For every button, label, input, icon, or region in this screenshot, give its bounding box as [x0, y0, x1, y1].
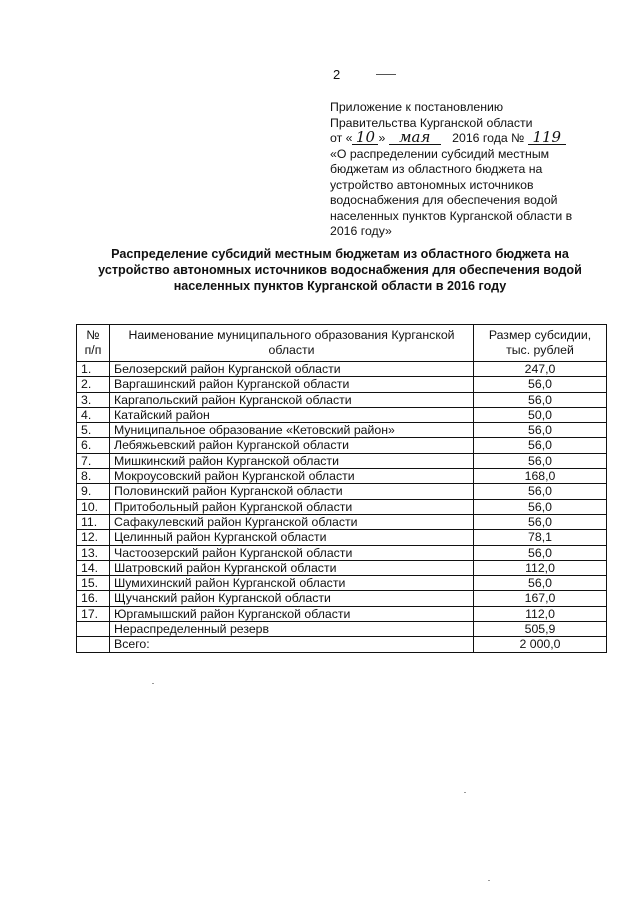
row-name-cell: Лебяжьевский район Курганской области: [110, 438, 474, 453]
row-num-cell: 5.: [77, 423, 110, 438]
row-name-cell: Шумихинский район Курганской области: [110, 576, 474, 591]
row-name-cell: Мокроусовский район Курганской области: [110, 469, 474, 484]
row-name-cell: Всего:: [110, 637, 474, 652]
subject-line-1: «О распределении субсидий местным: [330, 146, 550, 161]
row-amount-cell: 56,0: [474, 576, 607, 591]
row-name-cell: Юргамышский район Курганской области: [110, 606, 474, 621]
row-name-cell: Каргапольский район Курганской области: [110, 392, 474, 407]
row-num-cell: 14.: [77, 560, 110, 575]
scan-speck: [464, 792, 466, 793]
table-row: [77, 591, 607, 606]
table-body: [77, 362, 607, 653]
title-line-1: Распределение субсидий местным бюджетам из областного бюджета на: [111, 247, 569, 261]
date-day: 10: [352, 131, 378, 145]
row-num-cell: 2.: [77, 377, 110, 392]
row-name-cell: Притобольный район Курганской области: [110, 499, 474, 514]
row-amount-cell: 247,0: [474, 362, 607, 377]
row-amount-cell: 168,0: [474, 469, 607, 484]
row-num-cell: 8.: [77, 469, 110, 484]
subject-line-4: водоснабжения для обеспечения водой: [330, 193, 558, 207]
row-name-cell: Сафакулевский район Курганской области: [110, 514, 474, 529]
row-amount-cell: 112,0: [474, 606, 607, 621]
table-row: [77, 530, 607, 545]
table-row: [77, 606, 607, 621]
row-num-cell: 10.: [77, 499, 110, 514]
subject-line-6: 2016 году»: [330, 224, 392, 238]
row-name-cell: Целинный район Курганской области: [110, 530, 474, 545]
table-row: [77, 392, 607, 407]
table-row: [77, 362, 607, 377]
row-amount-cell: 505,9: [474, 622, 607, 637]
table-row: [77, 423, 607, 438]
decree-number: 119: [528, 131, 566, 145]
header-name: Наименование муниципального образования Курганской области: [110, 325, 474, 362]
row-amount-cell: 56,0: [474, 514, 607, 529]
row-name-cell: Муниципальное образование «Кетовский район»: [110, 423, 474, 438]
row-num-cell: [77, 622, 110, 637]
row-amount-cell: 78,1: [474, 530, 607, 545]
row-name-cell: Щучанский район Курганской области: [110, 591, 474, 606]
row-num-cell: 11.: [77, 514, 110, 529]
row-amount-cell: 2 000,0: [474, 637, 607, 652]
table-row: [77, 469, 607, 484]
row-num-cell: 12.: [77, 530, 110, 545]
row-name-cell: Белозерский район Курганской области: [110, 362, 474, 377]
row-num-cell: 3.: [77, 392, 110, 407]
row-amount-cell: 56,0: [474, 499, 607, 514]
subject-line-5: населенных пунктов Курганской области в: [330, 208, 573, 223]
row-amount-cell: 56,0: [474, 423, 607, 438]
date-mid: »: [378, 131, 386, 145]
row-name-cell: Шатровский район Курганской области: [110, 560, 474, 575]
row-num-cell: [77, 637, 110, 652]
row-num-cell: 16.: [77, 591, 110, 606]
scan-speck: [488, 880, 490, 881]
row-name-cell: Катайский район: [110, 407, 474, 422]
row-num-cell: 1.: [77, 362, 110, 377]
row-num-cell: 6.: [77, 438, 110, 453]
table-row: [77, 407, 607, 422]
row-amount-cell: 112,0: [474, 560, 607, 575]
row-num-cell: 9.: [77, 484, 110, 499]
title-line-2: устройство автономных источников водоснабжения для обеспечения водой: [98, 263, 582, 277]
table-row: [77, 622, 607, 637]
page-number-dash: [376, 74, 396, 75]
table-header-row: [77, 325, 607, 362]
row-name-cell: Частоозерский район Курганской области: [110, 545, 474, 560]
row-name-cell: Мишкинский район Курганской области: [110, 453, 474, 468]
scan-speck: [152, 683, 154, 684]
row-num-cell: 7.: [77, 453, 110, 468]
subsidy-table: [76, 324, 607, 653]
table-row: [77, 514, 607, 529]
row-name-cell: Варгашинский район Курганской области: [110, 377, 474, 392]
row-amount-cell: 56,0: [474, 453, 607, 468]
document-title: [70, 246, 610, 294]
title-line-3: населенных пунктов Курганской области в 2016 году: [173, 279, 507, 293]
table-row: [77, 484, 607, 499]
date-month: мая: [389, 131, 441, 145]
date-prefix: от «: [330, 131, 353, 145]
subject-line-3: устройство автономных источников: [330, 177, 534, 192]
appendix-line-1: Приложение к постановлению: [330, 100, 504, 114]
header-amount: Размер субсидии, тыс. рублей: [474, 325, 607, 362]
row-amount-cell: 167,0: [474, 591, 607, 606]
table-row: [77, 560, 607, 575]
date-suffix: 2016 года №: [452, 131, 525, 145]
header-num: № п/п: [77, 325, 110, 362]
row-name-cell: Половинский район Курганской области: [110, 484, 474, 499]
row-num-cell: 15.: [77, 576, 110, 591]
table-row: [77, 438, 607, 453]
subject-line-2: бюджетам из областного бюджета на: [330, 162, 543, 176]
row-amount-cell: 56,0: [474, 484, 607, 499]
row-num-cell: 13.: [77, 545, 110, 560]
row-name-cell: Нераспределенный резерв: [110, 622, 474, 637]
table-row: [77, 499, 607, 514]
table-row: [77, 637, 607, 652]
table-row: [77, 545, 607, 560]
row-num-cell: 4.: [77, 407, 110, 422]
table-row: [77, 453, 607, 468]
row-amount-cell: 50,0: [474, 407, 607, 422]
table-row: [77, 576, 607, 591]
row-num-cell: 17.: [77, 606, 110, 621]
appendix-date-line: [330, 128, 600, 147]
appendix-line-2: Правительства Курганской области: [330, 115, 533, 130]
row-amount-cell: 56,0: [474, 377, 607, 392]
row-amount-cell: 56,0: [474, 392, 607, 407]
appendix-block: [330, 100, 600, 240]
table-row: [77, 377, 607, 392]
row-amount-cell: 56,0: [474, 438, 607, 453]
page-number: 2: [333, 67, 341, 82]
row-amount-cell: 56,0: [474, 545, 607, 560]
